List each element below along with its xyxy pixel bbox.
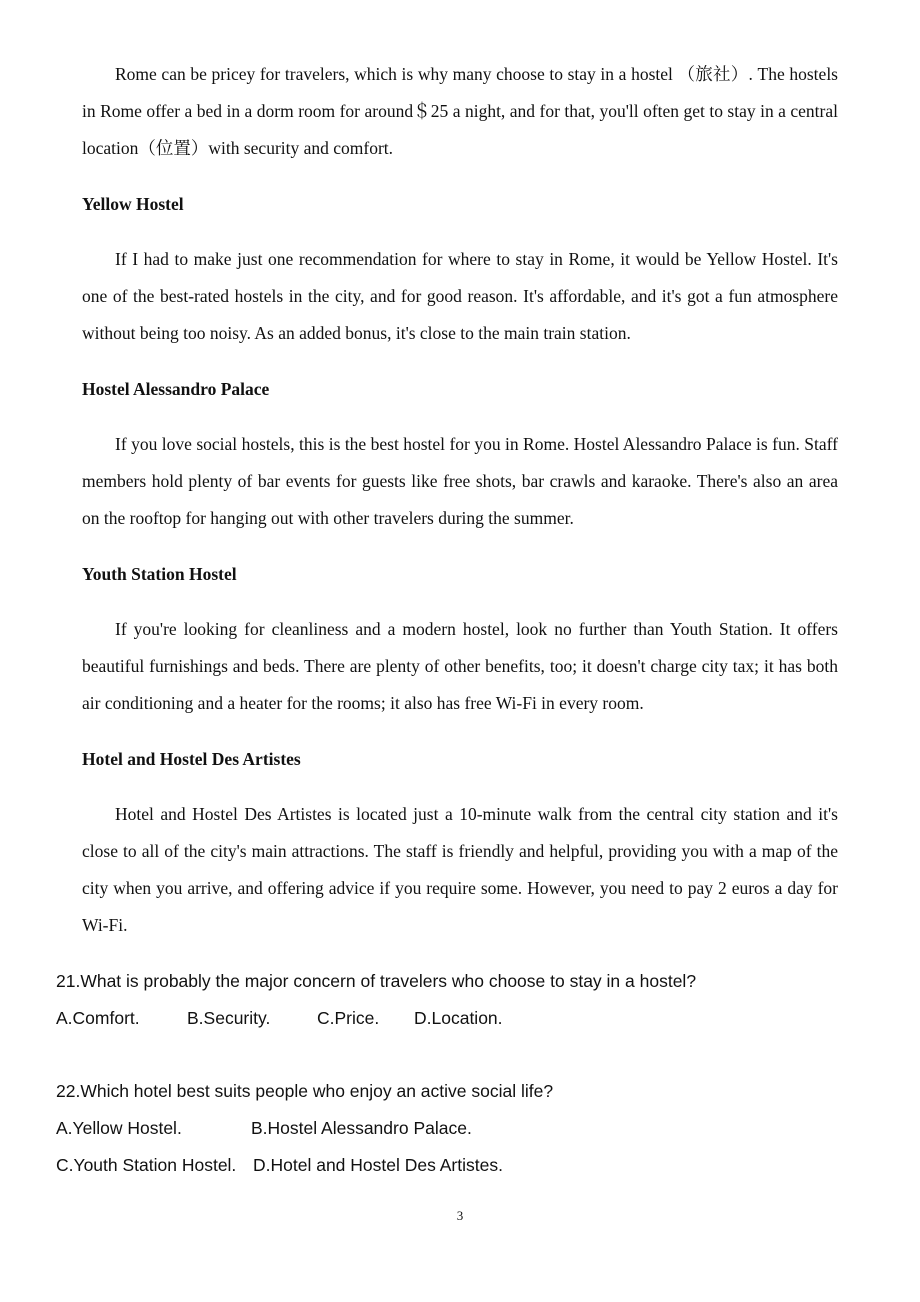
question-22-options-row2 [56, 1153, 503, 1177]
section-body-youth-station: If you're looking for cleanliness and a modern hostel, look no further than Youth Station. It offers beautiful furnishings and beds. There are plenty of other benefits, too; it doesn't charge city tax; it has both air conditioning and a heater for the rooms; it also has free Wi-Fi in every room. [82, 619, 838, 713]
section-heading-des-artistes: Hotel and Hostel Des Artistes [82, 749, 301, 769]
question-21-option-a: A.Comfort. [56, 1008, 140, 1028]
section-heading-yellow-hostel: Yellow Hostel [82, 194, 184, 214]
question-21-options [56, 1006, 503, 1030]
section-body-yellow-hostel: If I had to make just one recommendation for where to stay in Rome, it would be Yellow Hostel. It's one of the best-rated hostels in the city, and for good reason. It's affordable, and it's got a fun atmosphere without being too noisy. As an added bonus, it's close to the main train station. [82, 249, 838, 343]
page-number: 3 [456, 1208, 464, 1223]
question-22-option-b: B.Hostel Alessandro Palace. [251, 1118, 472, 1138]
intro-paragraph: Rome can be pricey for travelers, which is why many choose to stay in a hostel （旅社）. The hostels in Rome offer a bed in a dorm room for around＄25 a night, and for that, you'll often get to stay in a central location（位置）with security and comfort. [82, 64, 838, 158]
question-22-option-c: C.Youth Station Hostel. [56, 1155, 237, 1175]
section-body-alessandro-palace: If you love social hostels, this is the best hostel for you in Rome. Hostel Alessandro Palace is fun. Staff members hold plenty of bar events for guests like free shots, bar crawls and karaoke. There's also an area on the rooftop for hanging out with other travelers during the summer. [82, 434, 838, 528]
question-21-option-d: D.Location. [414, 1008, 503, 1028]
section-heading-alessandro-palace: Hostel Alessandro Palace [82, 379, 270, 399]
question-22-option-d: D.Hotel and Hostel Des Artistes. [253, 1155, 503, 1175]
question-21-option-c: C.Price. [317, 1008, 380, 1028]
question-22-option-a: A.Yellow Hostel. [56, 1118, 182, 1138]
question-21-stem: 21.What is probably the major concern of travelers who choose to stay in a hostel? [56, 971, 697, 991]
section-heading-youth-station: Youth Station Hostel [82, 564, 237, 584]
question-22-options-row1 [56, 1116, 472, 1140]
section-body-des-artistes: Hotel and Hostel Des Artistes is located just a 10-minute walk from the central city station and it's close to all of the city's main attractions. The staff is friendly and helpful, providing you with a map of the city when you arrive, and offering advice if you require some. However, you need to pay 2 euros a day for Wi-Fi. [82, 804, 838, 935]
question-21-option-b: B.Security. [187, 1008, 271, 1028]
question-22-stem: 22.Which hotel best suits people who enjoy an active social life? [56, 1081, 554, 1101]
